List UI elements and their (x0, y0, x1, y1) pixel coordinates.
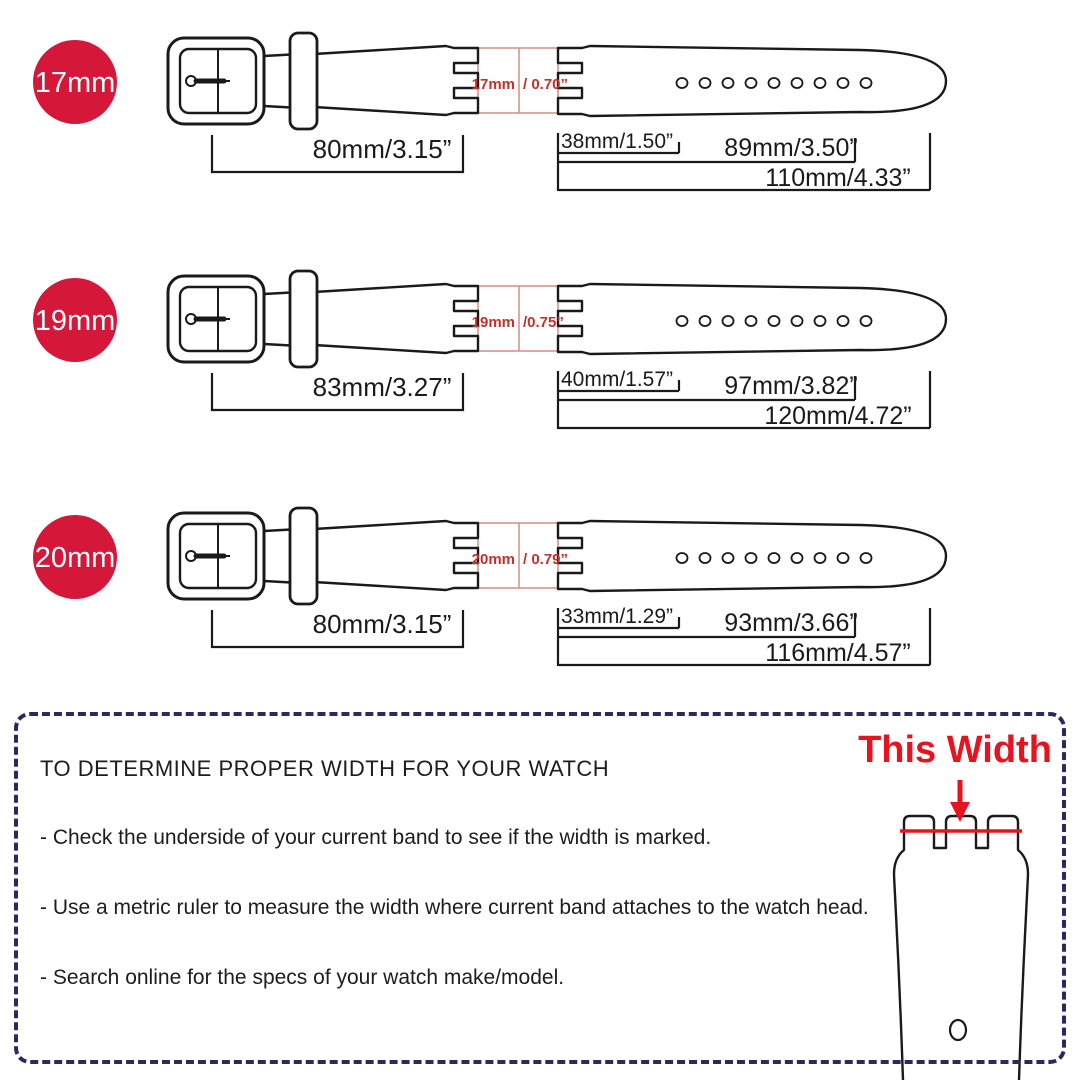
buckle-length-label: 83mm/3.27” (312, 372, 452, 402)
band-diagram-20mm (0, 487, 1080, 727)
band-diagram-19mm (0, 250, 1080, 490)
seg1-label: 40mm/1.57” (560, 368, 674, 391)
gap-width-mm-label: 19mm (471, 314, 515, 331)
buckle-length-label: 80mm/3.15” (312, 609, 452, 639)
instruction-bullet: - Check the underside of your current band to see if the width is marked. (40, 826, 712, 849)
gap-width-inch-label: / 0.70” (523, 76, 569, 93)
instruction-bullet: - Search online for the specs of your watch make/model. (40, 966, 565, 989)
size-badge-label: 20mm (34, 542, 116, 574)
gap-width-mm-label: 17mm (471, 76, 515, 93)
size-row-20mm (0, 487, 1080, 727)
buckle-length-label: 80mm/3.15” (312, 134, 452, 164)
this-width-label: This Width (858, 729, 1052, 771)
total-length-label: 110mm/4.33” (765, 164, 911, 192)
gap-width-inch-label: / 0.79” (523, 551, 569, 568)
seg1-label: 38mm/1.50” (560, 130, 674, 153)
seg2-label: 89mm/3.50” (724, 134, 858, 162)
total-length-label: 120mm/4.72” (764, 402, 912, 430)
total-length-label: 116mm/4.57” (765, 639, 911, 667)
size-badge-label: 19mm (34, 305, 116, 337)
instructions-heading: TO DETERMINE PROPER WIDTH FOR YOUR WATCH (40, 756, 610, 781)
gap-width-mm-label: 20mm (471, 551, 515, 568)
size-row-19mm (0, 250, 1080, 490)
seg2-label: 93mm/3.66” (724, 609, 858, 637)
band-diagram-17mm (0, 12, 1080, 252)
seg1-label: 33mm/1.29” (560, 605, 674, 628)
instruction-bullet: - Use a metric ruler to measure the width where current band attaches to the watch head. (40, 896, 869, 919)
size-row-17mm (0, 12, 1080, 252)
gap-width-inch-label: /0.75” (523, 314, 564, 331)
seg2-label: 97mm/3.82” (724, 372, 858, 400)
size-badge-label: 17mm (34, 67, 116, 99)
